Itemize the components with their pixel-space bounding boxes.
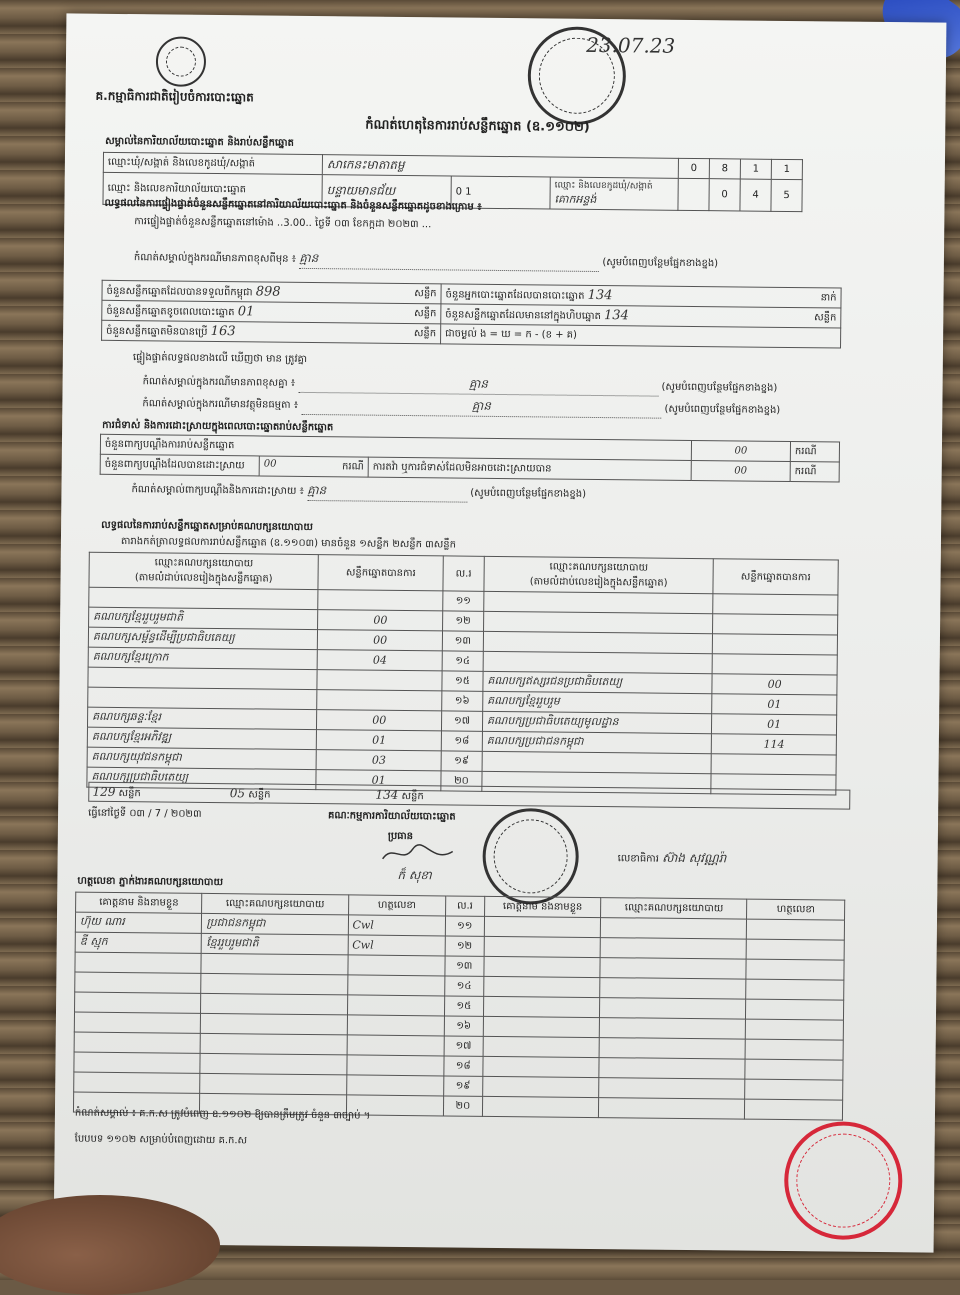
agent-signature: [347, 955, 445, 976]
party-name: គណបក្សឆន្ទៈខ្មែរ: [87, 707, 317, 729]
party-rows: [87, 587, 838, 795]
complaints-remark-value: គ្មាន: [307, 482, 467, 503]
footer-note: កំណត់សម្គាល់ ៖ គ.ក.ស ត្រូវបំពេញ ឧ.១១០២ ឱ្យបានត្រឹមត្រូវ ចំនួន ៣ច្បាប់ ។: [74, 1107, 371, 1122]
fill-note: (សូមបំពេញបន្ថែមផ្នែកខាងខ្នង): [664, 403, 781, 416]
commune-code-digit: 1: [771, 159, 802, 179]
agents-heading: ហត្ថលេខា ភ្នាក់ងារគណបក្សនយោបាយ: [77, 875, 224, 889]
row-number: ១៤: [442, 651, 483, 671]
ballot-label: ជាចម្ងល់ ង = ឃ = ក - (ខ + គ): [445, 328, 577, 341]
chair-label: ប្រធាន: [387, 830, 414, 843]
ballot-label: ចំនួនសន្លឹកឆ្នោតដែលបានទទួលពីកម្ពុជា: [106, 285, 253, 298]
agent-signature: [347, 995, 445, 1016]
col-name-header: គោត្តនាម និងនាមខ្លួន: [484, 896, 601, 917]
agent-signature: [347, 1015, 445, 1036]
party-votes: [317, 670, 442, 691]
fill-note: (សូមបំពេញបន្ថែមផ្នែកខាងខ្នង): [470, 487, 587, 500]
row-number: ១៣: [445, 956, 484, 976]
col-party-subtitle: (តាមលំដាប់លេខរៀងក្នុងសន្លឹកឆ្នោត): [134, 572, 273, 585]
ballot-value: 134: [587, 287, 613, 303]
agent-signature: [745, 1059, 843, 1080]
total-box-unit: សន្លឹក: [401, 790, 424, 803]
section1-heading: សម្គាល់នៃការិយាល័យបោះឆ្នោត និងរាប់សន្លឹកឆ្នោត: [105, 135, 294, 149]
agent-party: [600, 938, 746, 960]
station-code-digit: 0: [455, 186, 463, 198]
commune-label: ឈ្មោះឃុំ/សង្កាត់ និងលេខកូដឃុំ/សង្កាត់: [103, 152, 322, 174]
signoff-date: ធ្វើនៅថ្ងៃទី ០៣ / 7 / ២០២៣: [88, 807, 202, 820]
verification-time: ការផ្ទៀងផ្ទាត់ចំនួនសន្លឹកឆ្នោតនៅម៉ោង ..3.00.. ថ្ងៃទី ០៣ ខែកក្កដា ២០២៣ ...: [134, 216, 432, 231]
agent-name: [484, 936, 601, 957]
unresolved-label: ការតវ៉ា ឬការជំទាស់ដែលមិនអាចដោះស្រាយបាន: [368, 457, 691, 480]
check-line: ផ្ទៀងផ្ទាត់លទ្ធផលខាងលើ ឃើញថា មាន ត្រូវគ្នា: [132, 352, 308, 365]
agent-name: ឌី ស្មុក: [75, 932, 202, 953]
party-votes: 01: [712, 714, 837, 735]
party-votes: 00: [318, 630, 443, 651]
agent-name: [482, 1076, 599, 1097]
agent-signature: [346, 1055, 444, 1076]
agent-party: [600, 998, 746, 1020]
party-name: [88, 687, 318, 709]
unresolved-value: 00: [691, 460, 790, 481]
row-number: ១៩: [441, 751, 482, 771]
ballot-label: ចំនួនសន្លឹកឆ្នោតដែលមាននៅក្នុងហិបឆ្នោត: [445, 308, 601, 322]
agent-name: [75, 972, 202, 993]
total-invalid: 05: [229, 786, 246, 801]
village-code-digit: 5: [771, 179, 802, 211]
row-number: ១៧: [442, 711, 483, 731]
section2-heading: លទ្ធផលនៃការផ្ទៀងផ្ទាត់ចំនួនសន្លឹកឆ្នោតនៅការិយាល័យបោះឆ្នោត និងចំនួនសន្លឹកឆ្នោតដូចខាងក្រោម ៖: [104, 197, 482, 213]
party-votes: [318, 590, 443, 611]
commune-code-digit: 0: [678, 158, 709, 178]
official-stamp-middle: [482, 808, 579, 905]
commune-code-digit: 8: [709, 159, 740, 179]
remark2-label: កំណត់សម្គាល់ក្នុងករណីមានវត្ថុមិនធម្មតា ៖: [142, 398, 299, 411]
resolved-label: ចំនួនពាក្យបណ្ដឹងដែលបានដោះស្រាយ: [100, 454, 259, 476]
remark1-value: គ្មាន: [298, 374, 658, 397]
party-votes: [317, 690, 442, 711]
ballot-label: ចំនួនអ្នកបោះឆ្នោតដែលបានបោះឆ្នោត: [445, 288, 585, 302]
row-number: ២០: [441, 771, 482, 791]
party-name: គណបក្សប្រជាធិបតេយ្យ: [87, 767, 317, 789]
col-name-header: គោត្តនាម និងនាមខ្លួន: [76, 892, 203, 913]
agent-name: [482, 1096, 599, 1117]
red-stamp: [784, 1121, 903, 1240]
party-name: [484, 591, 714, 613]
village-code-digit: 4: [740, 179, 771, 211]
party-votes: 00: [317, 710, 442, 731]
ballot-row-left: [102, 320, 441, 344]
commission-name: គ.កម្មាធិការជាតិរៀបចំការបោះឆ្នោត: [95, 88, 254, 105]
col-no-header: ល.រ: [446, 896, 485, 916]
agent-party: [200, 1073, 346, 1095]
party-votes: 01: [316, 770, 441, 791]
village-code-digit: 0: [709, 179, 740, 211]
ballot-value: 01: [237, 303, 255, 319]
agent-party: [599, 1098, 745, 1120]
unresolved-unit: ករណី: [790, 462, 839, 483]
agent-name: [75, 952, 202, 973]
agent-signature: [347, 975, 445, 996]
village-code-digit: [678, 178, 709, 210]
total-valid: 129: [92, 784, 116, 799]
village-label: ឈ្មោះ និងលេខកូដឃុំ/សង្កាត់: [554, 180, 653, 192]
commission-logo-icon: [156, 36, 207, 87]
agent-party: [600, 1018, 746, 1040]
agent-name: [482, 1056, 599, 1077]
party-name: គណបក្សប្រជាធិបតេយ្យមូលដ្ឋាន: [482, 711, 712, 733]
row-number: ១៦: [444, 1016, 483, 1036]
row-number: ១៤: [445, 976, 484, 996]
agent-party: ប្រជាជនកម្ពុជា: [202, 913, 348, 935]
ballot-label: ចំនួនសន្លឹកឆ្នោតខូចពេលបោះឆ្នោត: [106, 305, 235, 318]
chair-signature: [378, 839, 458, 870]
row-number: ១៨: [444, 1056, 483, 1076]
agent-party: [600, 978, 746, 1000]
party-name: [483, 631, 713, 653]
complaints-remark: [131, 480, 586, 504]
row-number: ១៦: [442, 691, 483, 711]
note-value: គ្មាន: [299, 250, 599, 272]
agent-signature: [745, 1099, 843, 1120]
ballot-count-table: [101, 280, 842, 349]
col-party-header: ឈ្មោះគណបក្សនយោបាយ: [202, 893, 348, 915]
fill-note: (សូមបំពេញបន្ថែមផ្នែកខាងខ្នង): [661, 381, 778, 394]
agent-name: [483, 996, 600, 1017]
signoff-committee: គណៈកម្មការការិយាល័យបោះឆ្នោត: [328, 810, 456, 823]
col-votes-header: សន្លឹកឆ្នោតបានការ: [318, 555, 443, 591]
ballot-value: 163: [210, 323, 236, 339]
complaints-unit: ករណី: [790, 442, 839, 463]
row-number: ២០: [443, 1096, 482, 1116]
party-votes: [713, 634, 838, 655]
party-name: [89, 587, 319, 609]
section4-sub: តារាងកត់ត្រាលទ្ធផលការរាប់សន្លឹកឆ្នោត (ឧ.១១០៣) មានចំនួន ១សន្លឹក ២សន្លឹក ៣សន្លឹក: [120, 536, 457, 551]
note-line: [134, 248, 718, 273]
agent-signature: [347, 1035, 445, 1056]
agent-party: ខ្មែររួបរួមជាតិ: [202, 933, 348, 955]
agent-name: [74, 1012, 201, 1033]
ballot-unit: សន្លឹក: [814, 311, 837, 324]
col-votes-header: សន្លឹកឆ្នោតបានការ: [713, 559, 838, 595]
agent-name: ហ៊ុយ ណារ: [75, 912, 202, 933]
row-number: ១១: [443, 591, 484, 611]
row-number: ១៣: [442, 631, 483, 651]
agent-name: [483, 1016, 600, 1037]
agent-name: [484, 956, 601, 977]
party-name: គណបក្សខ្មែររួបរួម: [483, 691, 713, 713]
row-number: ១២: [445, 936, 484, 956]
agent-signature: [746, 1019, 844, 1040]
agent-name: [75, 992, 202, 1013]
party-name: [482, 751, 712, 773]
party-votes: 04: [318, 650, 443, 671]
col-sign-header: ហត្ថលេខា: [348, 895, 446, 916]
agent-signature: [346, 1075, 444, 1096]
row-number: ១៥: [445, 996, 484, 1016]
party-name: គណបក្សប្រជាជនកម្ពុជា: [482, 731, 712, 753]
party-results-table: [86, 552, 838, 796]
form-code: បែបបទ ១១០២ សម្រាប់បំពេញដោយ គ.ក.ស: [74, 1133, 248, 1147]
col-party-title: ឈ្មោះគណបក្សនយោបាយ: [154, 557, 254, 570]
total-valid-unit: សន្លឹក: [118, 788, 141, 800]
election-form-paper: [54, 13, 947, 1252]
agents-table: [73, 892, 845, 1121]
remark1: [143, 372, 778, 398]
village-value: [550, 177, 678, 210]
agent-name: [74, 1032, 201, 1053]
agent-rows: [73, 912, 844, 1120]
row-number: ១១: [445, 916, 484, 936]
agent-party: [201, 1033, 347, 1055]
row-number: ១៩: [444, 1076, 483, 1096]
chair-name: ក៏ សុខា: [397, 867, 432, 883]
agent-name: [483, 976, 600, 997]
form-title: កំណត់ហេតុនៃការរាប់សន្លឹកឆ្នោត (ឧ.១១០២): [365, 117, 590, 135]
row-number: ១៧: [444, 1036, 483, 1056]
col-party-title: ឈ្មោះគណបក្សនយោបាយ: [549, 561, 649, 574]
agent-name: [74, 1052, 201, 1073]
station-label: ឈ្មោះ និងលេខការិយាល័យបោះឆ្នោត: [103, 172, 322, 206]
party-votes: 00: [712, 674, 837, 695]
party-name: [483, 651, 713, 673]
party-name: គណបក្សយុវជនកម្ពុជា: [87, 747, 317, 769]
agent-party: [599, 1078, 745, 1100]
station-code-digit: 1: [465, 186, 472, 198]
note-label: កំណត់សម្គាល់ក្នុងករណីមានភាពខុសពីមុន ៖: [133, 252, 297, 265]
agent-signature: Cwl: [348, 915, 446, 936]
agent-party: [201, 973, 347, 995]
secretary-name: ស៊ាង សុវណ្ណរ៉ា: [662, 850, 727, 866]
agent-party: [200, 1053, 346, 1075]
row-number: ១៥: [442, 671, 483, 691]
agent-signature: [745, 1079, 843, 1100]
complaints-table: [100, 434, 840, 483]
agent-signature: [747, 919, 845, 940]
row-number: ១២: [443, 611, 484, 631]
agent-party: [599, 1058, 745, 1080]
ballot-label: ចំនួនសន្លឹកឆ្នោតមិនបានប្រើ: [106, 325, 208, 338]
party-votes: [713, 614, 838, 635]
party-votes: [712, 654, 837, 675]
commune-code-digit: 1: [740, 159, 771, 179]
party-votes: 00: [318, 610, 443, 631]
col-party-header: [89, 552, 319, 589]
agent-party: [599, 1038, 745, 1060]
party-votes: 01: [317, 730, 442, 751]
stamp-date: 23.07.23: [586, 32, 676, 58]
col-party-header: [484, 556, 714, 593]
complaints-value: 00: [691, 440, 790, 461]
agent-signature: [747, 939, 845, 960]
complaints-label: ចំនួនពាក្យបណ្ដឹងការរាប់សន្លឹកឆ្នោត: [100, 434, 691, 460]
section3-heading: ការជំទាស់ និងការដោះស្រាយក្នុងពេលបោះឆ្នោតរាប់សន្លឹកឆ្នោត: [102, 419, 334, 434]
secretary-label: លេខាធិការ: [617, 853, 659, 865]
party-name: គណបក្សឥស្សរជនប្រជាធិបតេយ្យ: [483, 671, 713, 693]
agent-signature: [746, 979, 844, 1000]
party-name: គណបក្សខ្មែរក្រោក: [88, 647, 318, 669]
ballot-unit: សន្លឹក: [413, 327, 437, 339]
party-name: គណបក្សសម្ព័ន្ធដើម្បីប្រជាធិបតេយ្យ: [88, 627, 318, 649]
col-sign-header: ហត្ថលេខា: [747, 899, 845, 920]
party-votes: [713, 594, 838, 615]
ballot-unit: សន្លឹក: [414, 307, 437, 319]
resolved-value-cell: [259, 456, 368, 477]
agent-name: [74, 1072, 201, 1093]
party-votes: 01: [712, 694, 837, 715]
col-party-header: ឈ្មោះគណបក្សនយោបាយ: [601, 898, 747, 920]
col-party-subtitle: (តាមលំដាប់លេខរៀងក្នុងសន្លឹកឆ្នោត): [529, 576, 668, 589]
agent-party: [600, 958, 746, 980]
village-name: គោកអន្ទង់: [554, 192, 597, 206]
agent-signature: [746, 1039, 844, 1060]
total-box: 134: [375, 787, 399, 802]
party-name: គណបក្សខ្មែរអភិវឌ្ឍ: [87, 727, 317, 749]
row-number: ១៨: [441, 731, 482, 751]
remark2-value: គ្មាន: [301, 396, 661, 419]
ballot-unit: សន្លឹក: [414, 287, 437, 299]
ballot-unit: នាក់: [820, 291, 837, 304]
total-invalid-unit: សន្លឹក: [248, 789, 271, 801]
section4-heading: លទ្ធផលនៃការរាប់សន្លឹកឆ្នោតសម្រាប់គណបក្សនយោបាយ: [101, 519, 313, 534]
agent-signature: Cwl: [348, 935, 446, 956]
ballot-value: 898: [255, 283, 281, 300]
party-votes: 114: [712, 734, 837, 755]
agent-name: [483, 1036, 600, 1057]
party-name: [88, 667, 318, 689]
agent-name: [484, 916, 601, 937]
agent-signature: [746, 999, 844, 1020]
party-votes: [711, 754, 836, 775]
thumb: [0, 1195, 220, 1295]
station-value: បន្ទាយមានជ័យ: [322, 175, 451, 208]
party-name: គណបក្សខ្មែររួបរួមជាតិ: [89, 607, 319, 629]
agent-party: [601, 918, 747, 940]
resolved-unit: ករណី: [341, 461, 364, 473]
agent-party: [201, 993, 347, 1015]
agent-party: [201, 953, 347, 975]
commune-value: សាកេនះមាតាតម្ល: [322, 155, 678, 179]
resolved-value: 00: [263, 458, 277, 470]
ballot-row-right: [441, 324, 841, 348]
ballot-value: 134: [603, 307, 629, 323]
remark2: [142, 394, 780, 420]
remark1-label: កំណត់សម្គាល់ក្នុងករណីមានភាពខុសគ្នា ៖: [142, 376, 296, 389]
party-votes: 03: [316, 750, 441, 771]
secretary-block: [618, 849, 727, 868]
agent-signature: [746, 959, 844, 980]
agent-party: [201, 1013, 347, 1035]
party-name: [483, 611, 713, 633]
fill-note: (សូមបំពេញបន្ថែមផ្នែកខាងខ្នង): [602, 257, 719, 270]
col-no-header: ល.រ: [443, 556, 484, 591]
complaints-remark-label: កំណត់សម្គាល់ពាក្យបណ្ដឹងនិងការដោះស្រាយ ៖: [131, 484, 304, 497]
